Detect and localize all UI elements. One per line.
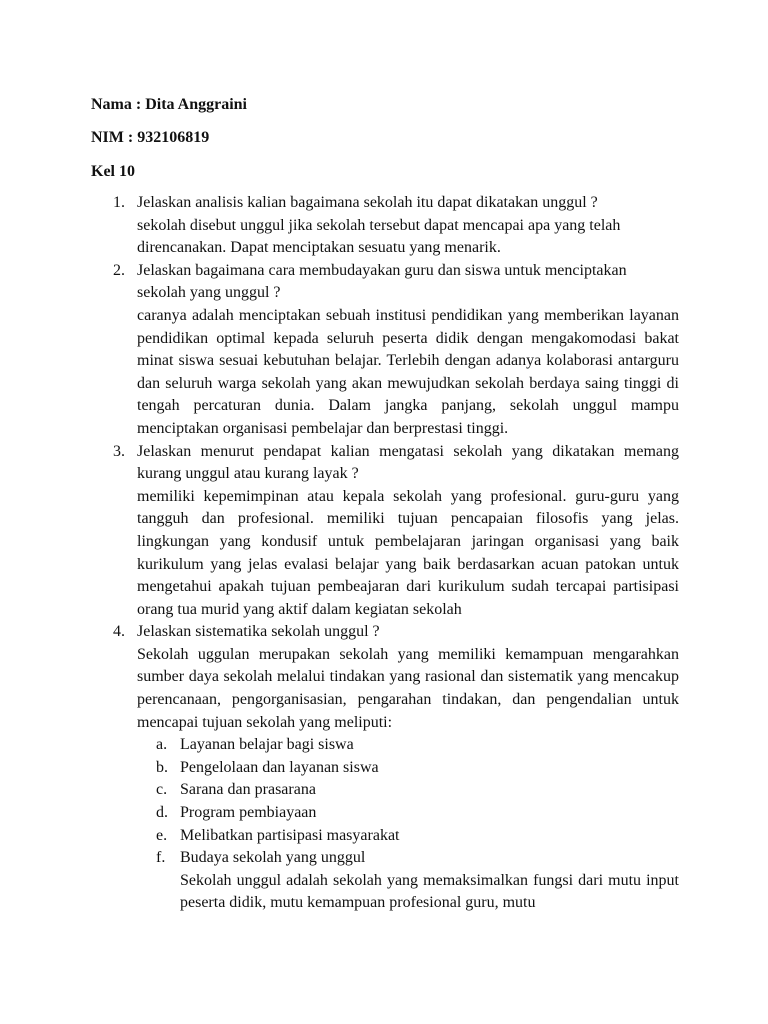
question-text: Jelaskan sistematika sekolah unggul ? (137, 623, 380, 641)
sub-item-letter: b. (156, 758, 168, 776)
sub-item-c (156, 779, 679, 802)
sub-item-text: Sarana dan prasarana (180, 781, 316, 799)
sub-item-text: Budaya sekolah yang unggul (180, 849, 366, 867)
question-number: 2. (113, 261, 125, 279)
question-number: 1. (113, 194, 125, 211)
sub-item-d (156, 802, 679, 825)
answer-text: caranya adalah menciptakan sebuah institusi pendidikan yang memberikan layanan pendidikan optimal kepada seluruh peserta didik dengan mengakomodasi bakat minat siswa sesuai kebutuhan belajar. Terlebih dengan adanya kolaborasi antarguru dan seluruh warga sekolah yang akan mewujudkan sekolah berdaya saing tinggi di tengah percaturan dunia. Dalam jangka panjang, sekolah unggul mampu menciptakan organisasi pembelajar dan berprestasi tinggi. (137, 306, 679, 437)
sub-item-letter: f. (156, 849, 166, 867)
sub-item-letter: a. (156, 736, 168, 754)
question-text: Jelaskan bagaimana cara membudayakan guru dan siswa untuk menciptakan sekolah yang unggul ? (137, 261, 627, 302)
question-text: Jelaskan menurut pendapat kalian mengatasi sekolah yang dikatakan memang kurang unggul atau kurang layak ? (137, 442, 679, 483)
sub-item-b (156, 757, 679, 780)
sub-item-letter: d. (156, 804, 168, 822)
answer-text: memiliki kepemimpinan atau kepala sekolah yang profesional. guru-guru yang tangguh dan profesional. memiliki tujuan pencapaian filosofis yang jelas. lingkungan yang kondusif untuk pembelajaran jaringan organisasi yang baik kurikulum yang jelas evalasi belajar yang baik berdasarkan acuan patokan untuk mengetahui apakah tujuan pembeajaran dari kurikulum sudah tercapai partisipasi orang tua murid yang aktif dalam kegiatan sekolah (137, 487, 679, 618)
question-item-3 (0, 441, 679, 622)
answer-text: Sekolah uggulan merupakan sekolah yang memiliki kemampuan mengarahkan sumber daya sekolah melalui tindakan yang rasional dan sistematik yang mencakup perencanaan, pengorganisasian, pengarahan tindakan, dan pengendalian untuk mencapai tujuan sekolah yang meliputi: (137, 645, 679, 731)
sub-item-list (137, 734, 679, 915)
question-list (0, 192, 768, 915)
question-item-1 (0, 192, 679, 260)
student-nim: NIM : 932106819 (91, 129, 210, 146)
question-item-2 (0, 260, 679, 441)
group-number: Kel 10 (91, 163, 135, 180)
sub-item-e (156, 825, 679, 848)
sub-item-text: Program pembiayaan (180, 804, 317, 822)
question-number: 4. (113, 623, 125, 641)
question-number: 3. (113, 442, 125, 460)
answer-text: sekolah disebut unggul jika sekolah tersebut dapat mencapai apa yang telah direncanakan. Dapat menciptakan sesuatu yang menarik. (137, 216, 621, 257)
sub-item-a (156, 734, 679, 757)
sub-item-f (156, 847, 679, 870)
sub-item-text: Layanan belajar bagi siswa (180, 736, 354, 754)
question-item-4 (0, 621, 679, 915)
question-text: Jelaskan analisis kalian bagaimana sekolah itu dapat dikatakan unggul ? (137, 194, 598, 211)
sub-item-letter: c. (156, 781, 168, 799)
sub-item-letter: e. (156, 826, 168, 844)
student-name: Nama : Dita Anggraini (91, 96, 247, 113)
sub-item-text: Melibatkan partisipasi masyarakat (180, 826, 400, 844)
sub-item-text: Pengelolaan dan layanan siswa (180, 758, 379, 776)
sub-answer-text: Sekolah unggul adalah sekolah yang memaksimalkan fungsi dari mutu input peserta didik, mutu kemampuan profesional guru, mutu (180, 871, 679, 912)
